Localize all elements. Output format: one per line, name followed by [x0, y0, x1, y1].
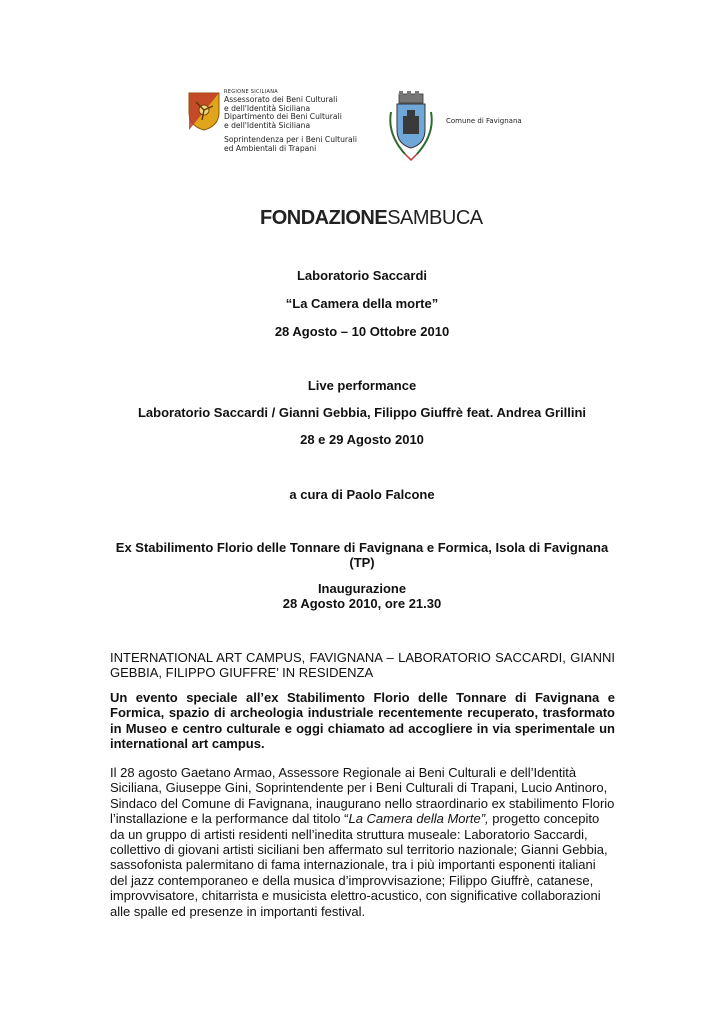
paragraph-main-part-1: Il 28 agosto Gaetano Armao, Assessore Regionale ai Beni Culturali e dell’Identità Siciliana, Giuseppe Gini, Soprintendente per i Beni Culturali di Trapani, Lucio Antinoro, Sindaco del Comune di Favignana, inaugurano nello straordinario ex stabilimento Florio l’installazione e la performance dal titolo “: [110, 765, 615, 827]
paragraph-main-title-italic: La Camera della Morte”,: [348, 811, 489, 827]
region-line-4: e dell'Identità Siciliana: [224, 120, 311, 130]
region-small-caps: REGIONE SICILIANA: [224, 89, 278, 95]
title-curator: a cura di Paolo Falcone: [289, 487, 435, 502]
region-line-1: Assessorato dei Beni Culturali: [224, 95, 338, 104]
comune-favignana-coat-of-arms: [385, 90, 437, 162]
comune-label: Comune di Favignana: [446, 117, 522, 125]
title-inaugurazione-date: 28 Agosto 2010, ore 21.30: [282, 596, 442, 611]
paragraph-intro: Un evento speciale all’ex Stabilimento Florio delle Tonnare di Favignana e Formica, spazio di archeologia industriale recentemente recuperato, trasformato in Museo e centro culturale e oggi chiamato ad accogliere in via sperimentale un international art campus.: [110, 690, 615, 752]
title-inaugurazione: Inaugurazione: [317, 581, 407, 596]
title-artists: Laboratorio Saccardi / Gianni Gebbia, Filippo Giuffrè feat. Andrea Grillini: [137, 405, 587, 420]
title-live-performance: Live performance: [307, 378, 417, 393]
paragraph-main: [110, 765, 615, 919]
fondazione-word: FONDAZIONE: [260, 207, 388, 229]
title-camera: “La Camera della morte”: [285, 296, 439, 311]
soprintendenza-line-2: ed Ambientali di Trapani: [224, 143, 317, 153]
paragraph-heading: INTERNATIONAL ART CAMPUS, FAVIGNANA – LABORATORIO SACCARDI, GIANNI GEBBIA, FILIPPO GIUFFRE’ IN RESIDENZA: [110, 650, 615, 681]
title-venue-province: (TP): [349, 555, 375, 570]
title-venue: Ex Stabilimento Florio delle Tonnare di Favignana e Formica, Isola di Favignana: [115, 540, 609, 555]
region-institution-text: [224, 89, 357, 154]
region-line-3: Dipartimento dei Beni Culturali: [224, 112, 342, 122]
region-sicily-logo: [186, 90, 222, 132]
paragraph-main-part-2: progetto concepito da un gruppo di artisti residenti nell’inedita struttura museale: Laboratorio Saccardi, collettivo di giovani artisti siciliani ben affermato sul territorio nazionale; Gianni Gebbia, sassofonista palermitano di fama internazionale, tra i più importanti esponenti italiani del jazz contemporaneo e della musica d’improvvisazione; Filippo Giuffrè, catanese, improvvisatore, chitarrista e musicista elettro-acustico, con significative collaborazioni alle spalle ed presenze in importanti festival.: [110, 811, 608, 919]
fondazione-sambuca-logo: [260, 207, 483, 230]
sambuca-word: SAMBUCA: [387, 207, 483, 229]
title-laboratorio: Laboratorio Saccardi: [296, 268, 428, 283]
title-dates: 28 Agosto – 10 Ottobre 2010: [274, 324, 450, 339]
title-performance-dates: 28 e 29 Agosto 2010: [300, 432, 424, 447]
soprintendenza-line-1: Soprintendenza per i Beni Culturali: [224, 135, 357, 145]
region-line-2: e dell'Identità Siciliana: [224, 103, 311, 113]
